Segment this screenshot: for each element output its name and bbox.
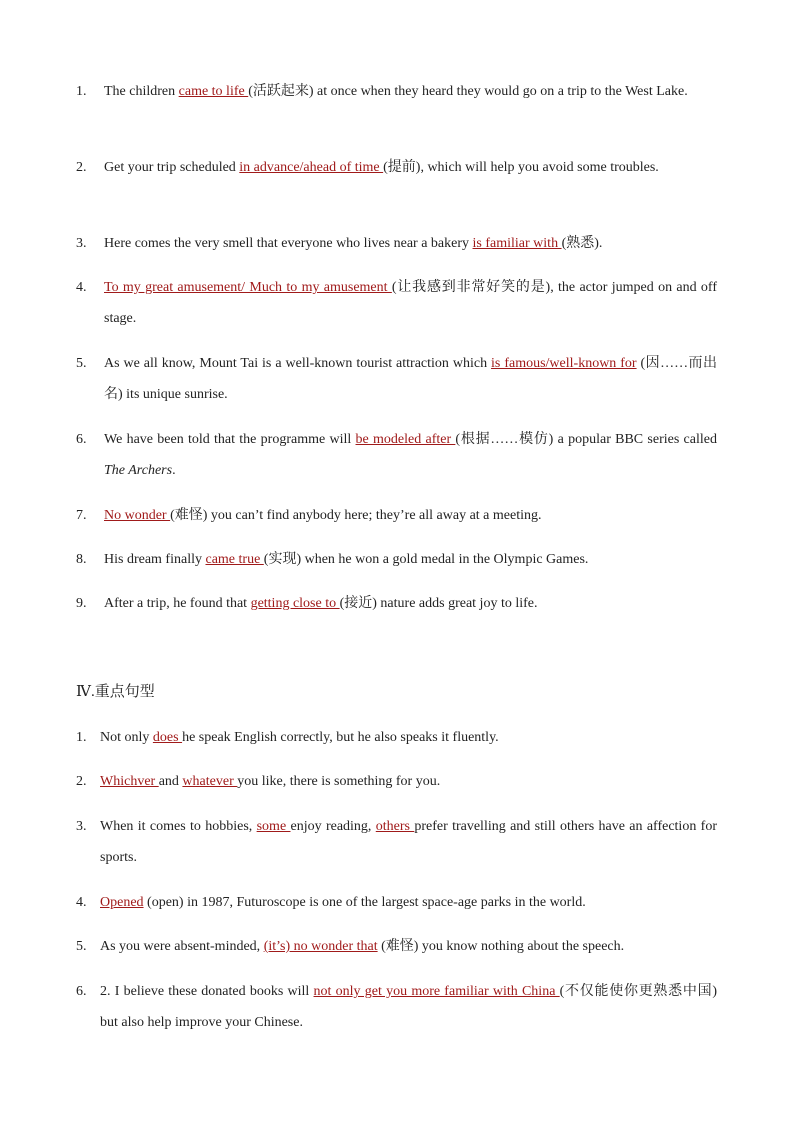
answer: in advance/ahead of time [239,160,384,175]
item-number: 2. [76,774,87,789]
item-text: 2. I believe these donated books will not only get you more familiar with China (不仅能使你更熟悉中国) but also help improve your Chinese. [100,984,718,1030]
answer: not only get you more familiar with China [313,984,560,999]
series-title: The Archers [104,463,173,478]
item-text: To my great amusement/ Much to my amusement (让我感到非常好笑的是), the actor jumped on and off stage. [104,280,717,326]
list-item [76,976,717,1038]
list-item [76,811,717,873]
list-item [76,348,717,410]
item-number: 9. [76,596,87,611]
item-text: As we all know, Mount Tai is a well-known tourist attraction which is famous/well-known for (因……而出名) its unique sunrise. [104,356,717,402]
answer: does [152,730,183,745]
item-text: After a trip, he found that getting close to (接近) nature adds great joy to life. [104,596,538,611]
item-number: 1. [76,84,87,99]
answer: Whichver [100,774,159,789]
item-text: Whichver and whatever you like, there is something for you. [100,774,441,789]
answer: (it’s) no wonder that [263,939,378,954]
list-item [76,76,717,107]
item-number: 2. [76,160,87,175]
item-number: 5. [76,939,87,954]
item-number: 4. [76,280,87,295]
list-item [76,272,717,334]
item-number: 6. [76,984,87,999]
item-text: We have been told that the programme will be modeled after (根据……模仿) a popular BBC series called The Archers. [104,432,717,478]
list-item [76,766,717,797]
item-number: 1. [76,730,87,745]
answer: getting close to [250,596,340,611]
item-text: As you were absent-minded, (it’s) no wonder that (难怪) you know nothing about the speech. [100,939,625,954]
item-text: When it comes to hobbies, some enjoy reading, others prefer travelling and still others have an affection for sports. [100,819,717,865]
list-item [76,152,717,183]
answer: came true [205,552,264,567]
list-item [76,228,717,259]
item-text: No wonder (难怪) you can’t find anybody here; they’re all away at a meeting. [104,508,542,523]
answer: Opened [100,895,144,910]
answer: To my great amusement/ Much to my amusement [104,280,392,295]
item-text: Get your trip scheduled in advance/ahead of time (提前), which will help you avoid some troubles. [104,160,659,175]
item-number: 7. [76,508,87,523]
item-text: The children came to life (活跃起来) at once when they heard they would go on a trip to the West Lake. [104,84,688,99]
item-text: Not only does he speak English correctly, but he also speaks it fluently. [100,730,499,745]
item-text: Here comes the very smell that everyone who lives near a bakery is familiar with (熟悉). [104,236,603,251]
answer: be modeled after [355,432,456,447]
answer: whatever [182,774,238,789]
item-number: 8. [76,552,87,567]
answer: No wonder [104,508,171,523]
list-item [76,931,717,962]
item-number: 5. [76,356,87,371]
item-number: 6. [76,432,87,447]
list-item [76,887,717,918]
section-heading: Ⅳ.重点句型 [76,684,155,700]
list-item [76,544,717,575]
answer: others [375,819,415,834]
list-item [76,500,717,531]
answer: some [256,819,291,834]
answer: is famous/well-known for [491,356,637,371]
item-text: Opened (open) in 1987, Futuroscope is one of the largest space-age parks in the world. [100,895,586,910]
item-number: 3. [76,819,87,834]
item-number: 3. [76,236,87,251]
list-item [76,722,717,753]
answer: is familiar with [472,236,562,251]
answer: came to life [178,84,249,99]
list-item [76,424,717,486]
item-number: 4. [76,895,87,910]
item-text: His dream finally came true (实现) when he won a gold medal in the Olympic Games. [104,552,589,567]
list-item [76,588,717,619]
